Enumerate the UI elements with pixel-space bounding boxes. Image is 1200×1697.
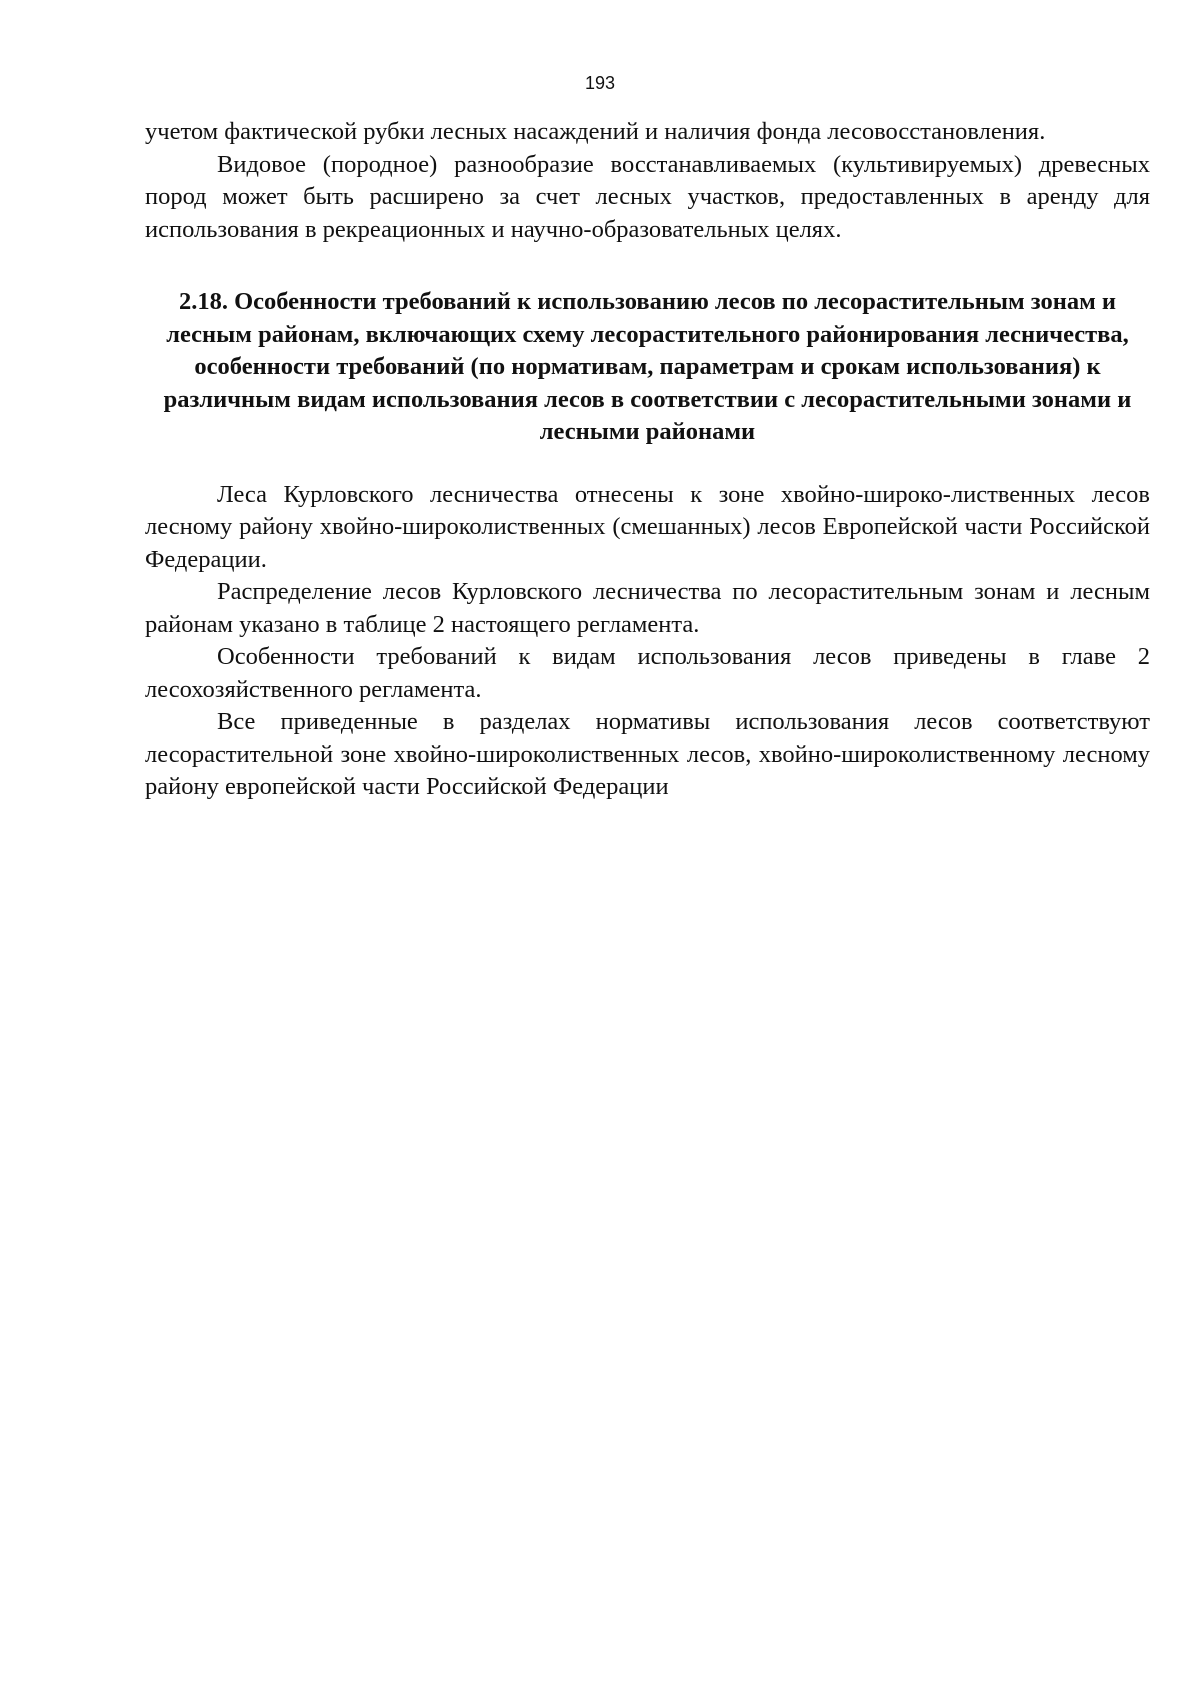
section-heading: 2.18. Особенности требований к использованию лесов по лесорастительным зонам и лесным районам, включающих схему лесорастительного районирования лесничества, особенности требований (по нормативам, параметрам и срокам использования) к различным видам использования лесов в соответствии с лесорастительными зонами и лесными районами — [163, 288, 1132, 445]
requirements-paragraph: Особенности требований к видам использования лесов приведены в главе 2 лесохозяйственного регламента. — [145, 643, 1150, 703]
page-content — [145, 116, 1150, 804]
page-number: 193 — [584, 73, 616, 93]
continuation-paragraph: учетом фактической рубки лесных насаждений и наличия фонда лесовосстановления. — [145, 118, 1046, 145]
species-diversity-paragraph: Видовое (породное) разнообразие восстанавливаемых (культивируемых) древесных пород может быть расширено за счет лесных участков, предоставленных в аренду для использования в рекреационных и научно-образовательных целях. — [145, 150, 1150, 243]
norms-paragraph: Все приведенные в разделах нормативы использования лесов соответствуют лесорастительной зоне хвойно-широколиственных лесов, хвойно-широколиственному лесному району европейской части Российской Федерации — [145, 708, 1150, 800]
distribution-paragraph: Распределение лесов Курловского лесничества по лесорастительным зонам и лесным районам указано в таблице 2 настоящего регламента. — [145, 578, 1150, 638]
forest-zone-paragraph: Леса Курловского лесничества отнесены к зоне хвойно-широко-лиственных лесов лесному району хвойно-широколиственных (смешанных) лесов Европейской части Российской Федерации. — [145, 480, 1150, 573]
